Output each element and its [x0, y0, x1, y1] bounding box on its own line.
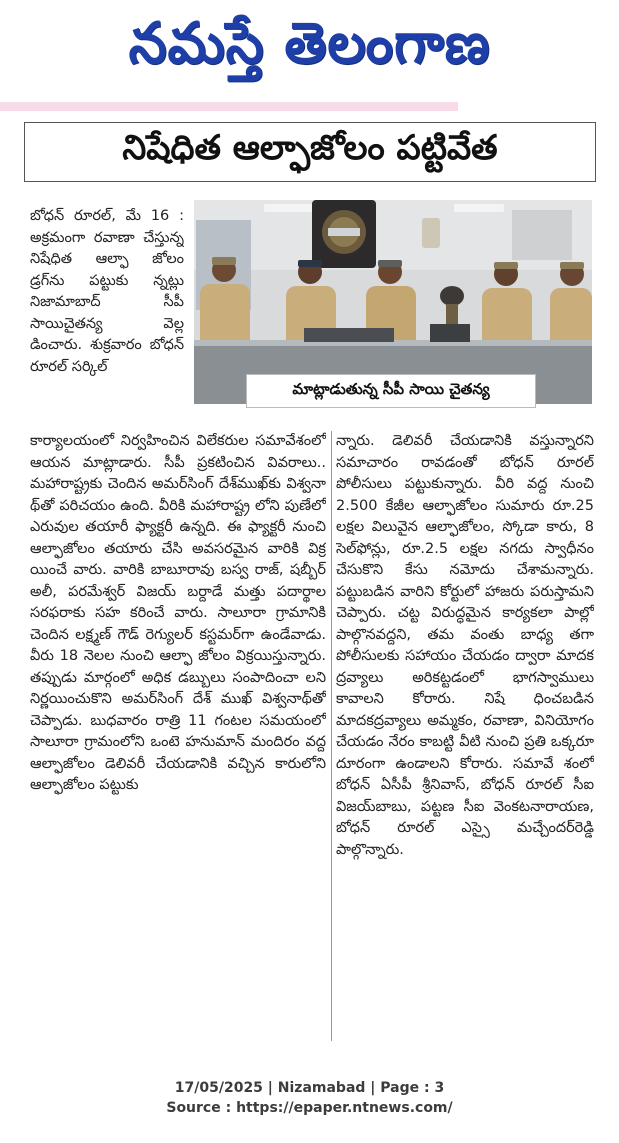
column-divider [331, 431, 332, 1041]
masthead-title: నమస్తే తెలంగాణ [128, 9, 491, 76]
footer-dateline: 17/05/2025 | Nizamabad | Page : 3 [174, 1080, 445, 1096]
masthead-rule [0, 102, 458, 111]
article-column-right: న్నారు. డెలివరీ చేయడానికి వస్తున్నారని సమాచారం రావడంతో బోధన్ రూరల్ పోలీసులు పట్టుకున్నారు. వీరి వద్ద నుంచి 2.500 కేజీల ఆల్ఫాజోలం సుమారు రూ.25 లక్షల విలువైన ఆల్ఫాజోలం, స్కోడా కారు, 8 సెల్‌ఫోన్లు, రూ.2.5 లక్షల నగదు స్వాధీనం చేసుకొని కేసు నమోదు చేశామన్నారు. పట్టుబడిన వారిని కోర్టులో హాజరు పరుస్తామని చెప్పారు. చట్ట విరుద్ధమైన కార్యకలా పాల్లో పాల్గొనవద్దని, తమ వంతు బాధ్య తగా పోలీసులకు సహాయం చేయడం ద్వారా మాదక ద్రవ్యాలు అరికట్టడంలో భాగస్వాములు కావాలని కోరారు. నిషే ధించబడిన మాదకద్రవ్యాలు అమ్మకం, రవాణా, వినియోగం చేయడం నేరం కాబట్టి వీటి నుంచి ప్రతి ఒక్కరూ దూరంగా ఉండాలని కోరారు. సమావే శంలో బోధన్ ఏసీపీ శ్రీనివాస్, బోధన్ రూరల్ సీఐ విజయ్‌బాబు, పట్టణ సీఐ వెంకటనారాయణ, బోధన్ రూరల్ ఎస్సై మచ్చేందర్‌రెడ్డి పాల్గొన్నారు. [336, 433, 594, 858]
police-emblem-icon [312, 200, 376, 268]
masthead-logo [0, 0, 619, 100]
article-column-left: కార్యాలయంలో నిర్వహించిన విలేకరుల సమావేశంలో ఆయన మాట్లాడారు. సీపీ ప్రకటించిన వివరాలు.. మహారాష్ట్రకు చెందిన అమర్‌సింగ్ దేశ్‌ముఖ్‌కు విశ్వనా థ్‌తో పరిచయం ఉంది. వీరికి మహారాష్ట్ర లోని పుణేలో ఎరువుల తయారీ ఫ్యాక్టరీ ఉన్నది. ఈ ఫ్యాక్టరీ నుంచి ఆల్ఫాజోలం తయారు చేసి అవసరమైన వారికి విక్ర యించే వారు. వారికి బాబూరావు బస్వ రాజ్, షబ్బీర్ అలీ, పరమేశ్వర్ విజయ్ బర్దాడే మత్తు పదార్థాల సరఫరాకు సహ కరించే వారు. సాలూరా గ్రామానికి చెందిన లక్ష్మణ్ గౌడ్ రెగ్యులర్ కస్టమర్‌గా ఉండేవాడు. వీరు 18 నెలల నుంచి ఆల్ఫా జోలం విక్రయిస్తున్నారు. తప్పుడు మార్గంలో అధిక డబ్బులు సంపాదించా లని నిర్ణయించుకొని అమర్‌సింగ్ దేశ్ ముఖ్ విశ్వనాథ్‌తో చెప్పాడు. బుధవారం రాత్రి 11 గంటల సమయంలో సాలూరా గ్రామంలోని ఒంటె హనుమాన్ మందిరం వద్ద ఆల్ఫాజోలం డెలివరీ చేయడానికి వచ్చిన కారులోని ఆల్ఫాజోలం పట్టుకు [30, 433, 326, 793]
headline-box [24, 122, 596, 182]
article-headline: నిషేధిత ఆల్ఫాజోలం పట్టివేత [122, 128, 498, 168]
footer-source: Source : https://epaper.ntnews.com/ [166, 1100, 453, 1116]
page-footer [0, 1078, 619, 1118]
article-intro: బోధన్ రూరల్, మే 16 : అక్రమంగా రవాణా చేస్తున్న నిషేధిత ఆల్ఫా జోలం డ్రగ్‌ను పట్టుకు న్నట్లు నిజామాబాద్ సీపీ సాయిచైతన్య వెల్ల డించారు. శుక్రవారం బోధన్ రూరల్ సర్కిల్ [30, 208, 184, 375]
photo-caption: మాట్లాడుతున్న సీపీ సాయి చైతన్య [246, 374, 536, 408]
